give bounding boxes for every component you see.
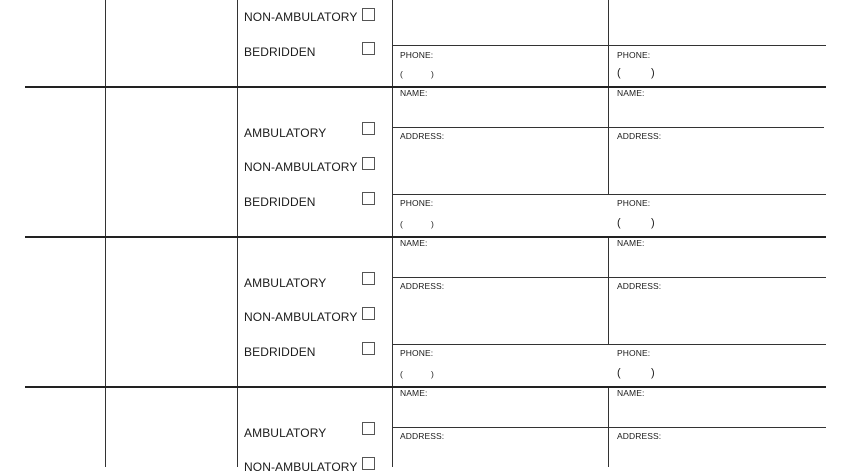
name-label: NAME:: [617, 238, 645, 248]
column-divider: [237, 0, 238, 467]
address-field[interactable]: [612, 280, 824, 342]
ambulatory-checkbox[interactable]: [362, 272, 375, 285]
phone-field[interactable]: [612, 197, 824, 234]
ambulatory-label: AMBULATORY: [244, 426, 327, 440]
non-ambulatory-checkbox[interactable]: [362, 307, 375, 320]
area-code-close-paren: ): [431, 219, 434, 229]
ambulatory-checkbox[interactable]: [362, 422, 375, 435]
phone-label: PHONE:: [617, 348, 651, 358]
phone-label: PHONE:: [617, 50, 651, 60]
area-code-close-paren: ): [651, 67, 655, 79]
phone-label: PHONE:: [617, 198, 651, 208]
address-label: ADDRESS:: [400, 431, 445, 441]
area-code-open-paren: (: [400, 369, 403, 379]
address-label: ADDRESS:: [617, 431, 662, 441]
area-code-close-paren: ): [431, 69, 434, 79]
field-rule: [392, 277, 826, 278]
field-rule: [392, 127, 824, 128]
field-rule: [392, 427, 826, 428]
phone-field[interactable]: [395, 197, 605, 234]
name-field[interactable]: [612, 390, 824, 425]
area-code-close-paren: ): [431, 369, 434, 379]
area-code-open-paren: (: [617, 217, 621, 229]
non-ambulatory-label: NON-AMBULATORY: [244, 160, 358, 174]
phone-label: PHONE:: [400, 50, 434, 60]
address-label: ADDRESS:: [617, 131, 662, 141]
name-label: NAME:: [617, 88, 645, 98]
phone-field[interactable]: [395, 48, 605, 84]
address-field[interactable]: [395, 130, 605, 192]
bedridden-label: BEDRIDDEN: [244, 345, 316, 359]
name-field[interactable]: [395, 240, 605, 275]
area-code-open-paren: (: [400, 219, 403, 229]
ambulatory-label: AMBULATORY: [244, 126, 327, 140]
column-divider: [608, 0, 609, 194]
name-label: NAME:: [400, 388, 428, 398]
bedridden-checkbox[interactable]: [362, 42, 375, 55]
address-label: ADDRESS:: [400, 131, 445, 141]
address-field[interactable]: [395, 430, 605, 467]
bedridden-checkbox[interactable]: [362, 192, 375, 205]
non-ambulatory-label: NON-AMBULATORY: [244, 460, 358, 474]
bedridden-label: BEDRIDDEN: [244, 45, 316, 59]
bedridden-label: BEDRIDDEN: [244, 195, 316, 209]
phone-field[interactable]: [612, 347, 824, 384]
non-ambulatory-label: NON-AMBULATORY: [244, 310, 358, 324]
name-field[interactable]: [395, 390, 605, 425]
address-field[interactable]: [612, 430, 824, 467]
column-divider: [608, 237, 609, 344]
area-code-open-paren: (: [400, 69, 403, 79]
address-field[interactable]: [612, 130, 824, 192]
area-code-close-paren: ): [651, 217, 655, 229]
bedridden-checkbox[interactable]: [362, 342, 375, 355]
non-ambulatory-checkbox[interactable]: [362, 8, 375, 21]
name-label: NAME:: [400, 238, 428, 248]
name-field[interactable]: [612, 90, 822, 125]
name-field[interactable]: [395, 90, 605, 125]
non-ambulatory-label: NON-AMBULATORY: [244, 10, 358, 24]
column-divider: [105, 0, 106, 467]
field-rule: [392, 194, 826, 195]
name-field[interactable]: [612, 240, 824, 275]
phone-field[interactable]: [395, 347, 605, 384]
non-ambulatory-checkbox[interactable]: [362, 157, 375, 170]
area-code-close-paren: ): [651, 367, 655, 379]
phone-field[interactable]: [612, 48, 824, 84]
non-ambulatory-checkbox[interactable]: [362, 457, 375, 470]
column-divider: [392, 0, 393, 467]
ambulatory-label: AMBULATORY: [244, 276, 327, 290]
area-code-open-paren: (: [617, 67, 621, 79]
address-label: ADDRESS:: [617, 281, 662, 291]
phone-label: PHONE:: [400, 348, 434, 358]
name-label: NAME:: [400, 88, 428, 98]
name-label: NAME:: [617, 388, 645, 398]
address-label: ADDRESS:: [400, 281, 445, 291]
ambulatory-checkbox[interactable]: [362, 122, 375, 135]
field-rule: [392, 45, 826, 46]
field-rule: [392, 344, 826, 345]
phone-label: PHONE:: [400, 198, 434, 208]
address-field[interactable]: [395, 280, 605, 342]
area-code-open-paren: (: [617, 367, 621, 379]
